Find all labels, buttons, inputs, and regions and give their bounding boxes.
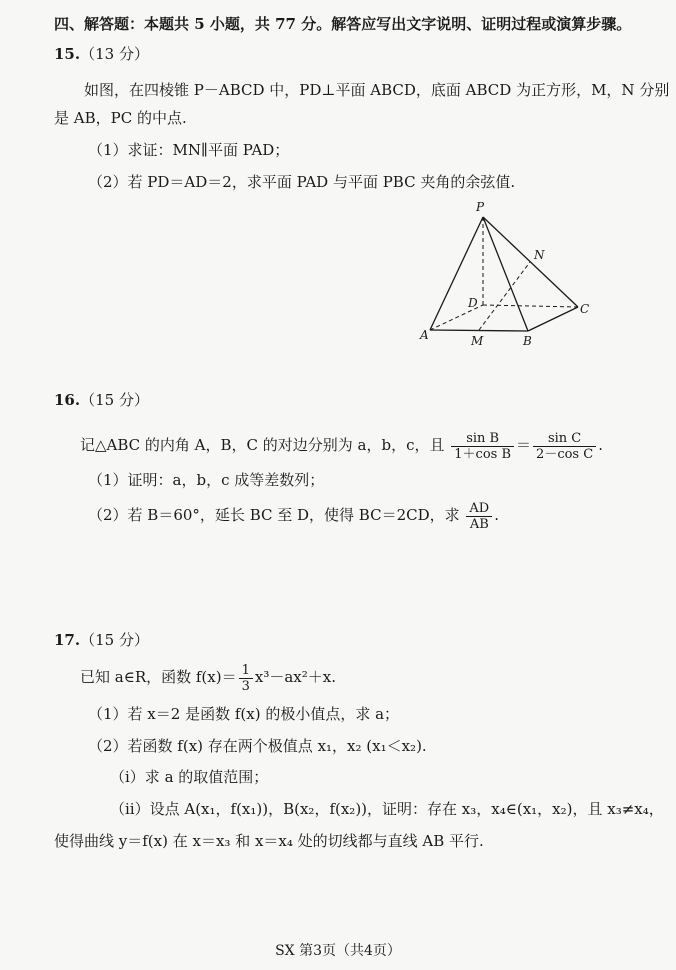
pyramid-figure [410,195,600,350]
q16-part2 [88,498,499,532]
edge-PC [483,217,578,307]
q17-stem [80,660,336,694]
q17-stem-fraction [239,663,253,694]
q16-part2-prefix: （2）若 B＝60°，延长 BC 至 D，使得 BC＝2CD，求 [88,506,460,524]
q15-part1: （1）求证：MN∥平面 PAD； [88,141,290,159]
q16-equals: ＝ [516,436,532,454]
q16-frac2-numerator: sin C [533,431,596,447]
q16-score: （15 分） [80,391,149,409]
q17-sub-i: （ⅰ）求 a 的取值范围； [110,768,269,786]
q17-number: 17. [54,631,81,649]
q16-stem-suffix: . [598,436,603,454]
label-P: P [476,200,485,214]
q16-frac1-denominator: 1＋cos B [454,446,512,462]
label-B: B [523,334,532,348]
label-M: M [471,334,484,348]
q17-frac-denominator: 3 [241,678,250,694]
q16-stem-prefix: 记△ABC 的内角 A，B，C 的对边分别为 a，b，c，且 [80,436,445,454]
q16-stem [80,428,603,462]
section-heading: 四、解答题：本题共 5 小题，共 77 分。解答应写出文字说明、证明过程或演算步骤。 [54,15,632,33]
q16-part2-suffix: . [494,506,500,524]
q16-part2-numerator: AD [466,501,492,517]
q16-frac1-numerator: sin B [451,431,514,447]
q16-part2-fraction [466,501,492,532]
q16-frac2-denominator: 2－cos C [536,446,594,462]
q17-score: （15 分） [80,631,149,649]
q15-stem-line2: 是 AB，PC 的中点. [54,109,187,127]
label-D: D [468,296,478,310]
q17-stem-suffix: x³－ax²＋x. [254,668,336,686]
q17-sub-ii: （ⅱ）设点 A(x₁，f(x₁))，B(x₂，f(x₂))，证明：存在 x₃，x₄∈(x₁，x₂)，且 x₃≠x₄， [110,800,664,818]
q17-part2: （2）若函数 f(x) 存在两个极值点 x₁，x₂ (x₁＜x₂). [88,737,427,755]
label-N: N [534,248,545,262]
label-C: C [580,302,590,316]
edge-PA [430,217,483,330]
q15-number: 15. [54,45,81,63]
label-A: A [420,328,429,342]
q16-part1: （1）证明：a，b，c 成等差数列； [88,471,325,489]
q17-frac-numerator: 1 [239,663,253,679]
q15-part2: （2）若 PD＝AD＝2，求平面 PAD 与平面 PBC 夹角的余弦值. [88,173,516,191]
q16-fraction-2 [533,431,596,462]
q16-number: 16. [54,391,81,409]
q17-sub-ii-continued: 使得曲线 y＝f(x) 在 x＝x₃ 和 x＝x₄ 处的切线都与直线 AB 平行. [54,832,484,850]
q15-header [54,44,149,64]
q16-part2-denominator: AB [469,516,489,532]
edge-BC [528,307,578,331]
q17-header [54,630,149,650]
edge-AB [430,330,528,331]
q16-fraction-1 [451,431,514,462]
q15-score: （13 分） [80,45,149,63]
page-footer: SX 第3页（共4页） [275,943,401,959]
q17-stem-prefix: 已知 a∈R，函数 f(x)＝ [80,668,237,686]
q15-stem-line1: 如图，在四棱锥 P－ABCD 中，PD⊥平面 ABCD，底面 ABCD 为正方形，M，N 分别 [84,81,670,99]
q16-header [54,390,149,410]
q17-part1: （1）若 x＝2 是函数 f(x) 的极小值点，求 a； [88,705,400,723]
